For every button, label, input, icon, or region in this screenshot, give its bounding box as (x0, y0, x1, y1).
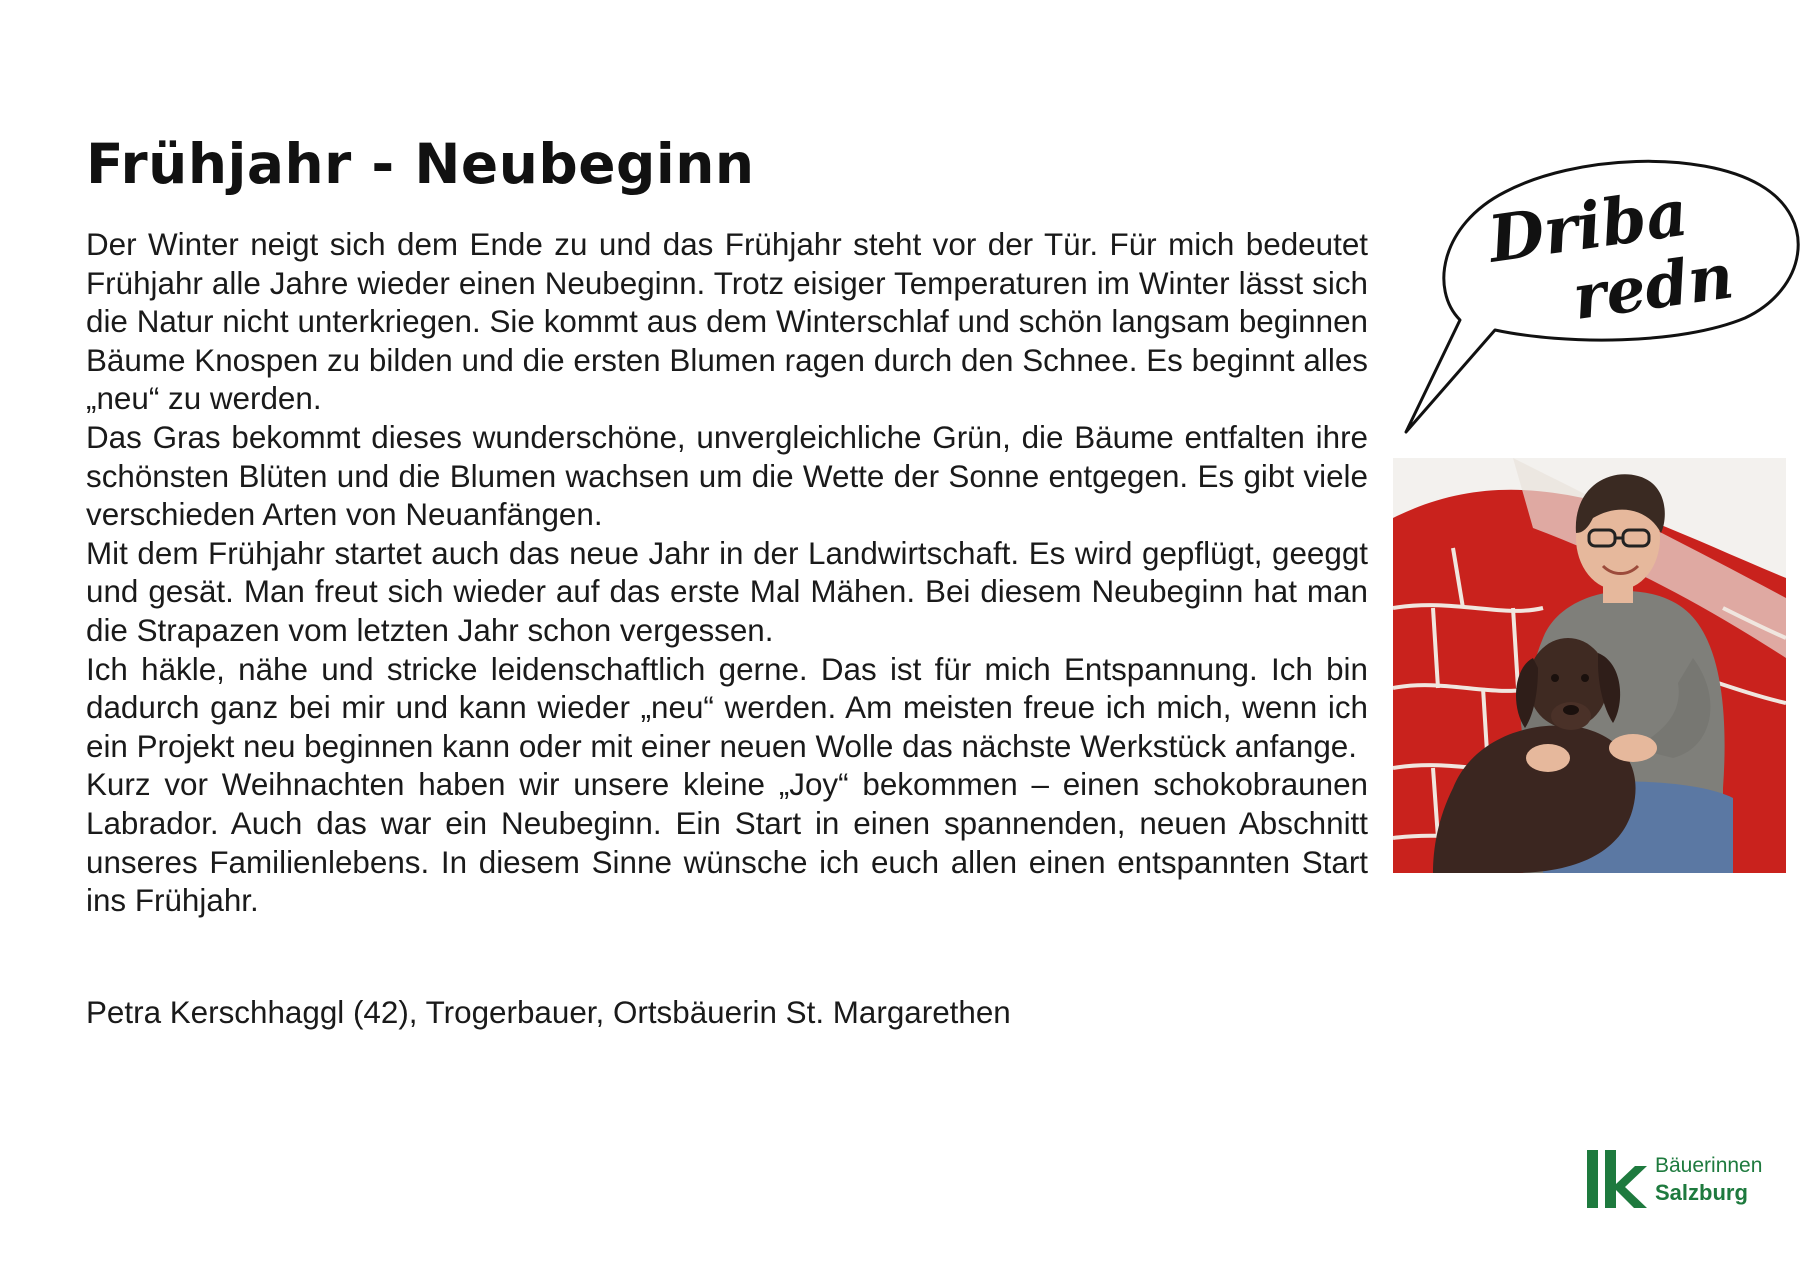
article-body (86, 226, 1368, 921)
portrait-photo (1393, 458, 1786, 873)
article-title: Frühjahr - Neubeginn (86, 132, 755, 196)
paragraph: Das Gras bekommt dieses wunderschöne, unvergleichliche Grün, die Bäume entfalten ihre schönsten Blüten und die Blumen wachsen um die Wette der Sonne entgegen. Es gibt viele verschieden Arten von Neuanfängen. (86, 419, 1368, 533)
logo-text-line2: Salzburg (1655, 1180, 1748, 1205)
paragraph: Kurz vor Weihnachten haben wir unsere kleine „Joy“ bekommen – einen schokobraunen Labrador. Auch das war ein Neubeginn. Ein Start in einen spannenden, neuen Abschnitt unseres Familienlebens. In diesem Sinne wünsche ich euch allen einen entspannten Start ins Frühjahr. (86, 767, 1368, 919)
lk-logo-mark (1585, 1148, 1647, 1210)
bubble-text-line2: redn (1568, 239, 1738, 334)
paragraph: Ich häkle, nähe und stricke leidenschaftlich gerne. Das ist für mich Entspannung. Ich bin dadurch ganz bei mir und kann wieder „neu“ werden. Am meisten freue ich mich, wenn ich ein Projekt neu beginnen kann oder mit einer neuen Wolle das nächste Werkstück anfange. (86, 651, 1368, 764)
bubble-text-line1: Driba (1483, 175, 1693, 278)
logo-text-line1: Bäuerinnen (1655, 1154, 1763, 1177)
paragraph: Mit dem Frühjahr startet auch das neue Jahr in der Landwirtschaft. Es wird gepflügt, geeggt und gesät. Man freut sich wieder auf das erste Mal Mähen. Bei diesem Neubeginn hat man die Strapazen vom letzten Jahr schon vergessen. (86, 535, 1368, 648)
author-signature: Petra Kerschhaggl (42), Trogerbauer, Ortsbäuerin St. Margarethen (86, 995, 1011, 1030)
lk-logo (1585, 1148, 1763, 1216)
paragraph: Der Winter neigt sich dem Ende zu und das Frühjahr steht vor der Tür. Für mich bedeutet Frühjahr alle Jahre wieder einen Neubeginn. Trotz eisiger Temperaturen im Winter lässt sich die Natur nicht unterkriegen. Sie kommt aus dem Winterschlaf und schön langsam beginnen Bäume Knospen zu bilden und die ersten Blumen ragen durch den Schnee. Es beginnt alles „neu“ zu werden. (86, 227, 1368, 417)
speech-bubble-icon (1400, 140, 1800, 440)
